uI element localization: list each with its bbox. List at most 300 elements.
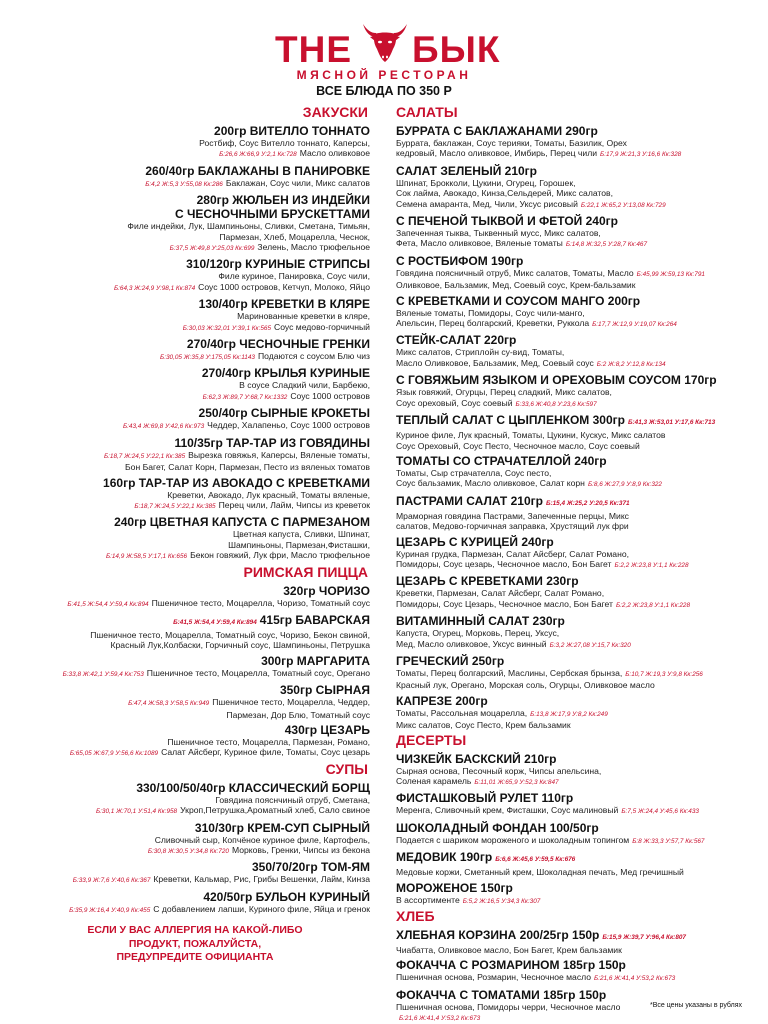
allergy-line: ПРЕДУПРЕДИТЕ ОФИЦИАНТА xyxy=(116,951,274,964)
menu-item xyxy=(20,436,370,473)
nutrition-info: Б:41,5 Ж:54,4 У:59,4 Кк:894 xyxy=(67,600,149,608)
dish-description xyxy=(20,747,370,759)
dish-description xyxy=(20,710,370,720)
dish-name: МЕДОВИК 190гр xyxy=(396,850,493,865)
dish-description xyxy=(20,490,370,500)
dish-name: С ПЕЧЕНОЙ ТЫКВОЙ И ФЕТОЙ 240гр xyxy=(396,214,618,229)
ingredients-text: Томаты, Рассольная моцарелла, xyxy=(396,707,528,718)
dish-description xyxy=(396,280,750,290)
dish-name: 280гр ЖЮЛЬЕН ИЗ ИНДЕЙКИ xyxy=(196,193,370,208)
dish-description xyxy=(20,351,370,363)
nutrition-info: Б:18,7 Ж:24,5 У:22,1 Кк:385 xyxy=(103,452,186,460)
dish-name: 350гр СЫРНАЯ xyxy=(279,683,370,698)
dish-description xyxy=(20,148,370,160)
ingredients-text: Пшеничная основа, Розмарин, Чесночное масло xyxy=(396,972,592,983)
dish-description xyxy=(396,441,750,451)
dish-title xyxy=(20,366,370,380)
dish-title-line2: С ЧЕСНОЧНЫМИ БРУСКЕТТАМИ xyxy=(174,207,370,222)
dish-name: 420/50гр БУЛЬОН КУРИНЫЙ xyxy=(203,889,370,904)
menu-item xyxy=(20,406,370,432)
dish-description xyxy=(20,805,370,817)
dish-description xyxy=(20,282,370,294)
dish-title xyxy=(396,454,750,468)
ingredients-text: Шампиньоны, Пармезан,Фисташки, xyxy=(228,539,370,550)
ingredients-text: Вырезка говяжья, Каперсы, Вяленые томаты, xyxy=(188,449,370,460)
ingredients-text: Оливковое, Бальзамик, Мед, Соевый соус, Крем-бальзамик xyxy=(396,280,636,291)
ingredients-text: Куриная грудка, Пармезан, Салат Айсберг, Салат Романо, xyxy=(396,548,630,559)
dish-title xyxy=(396,958,750,972)
dish-description xyxy=(396,766,750,776)
ingredients-text: Красный Лук,Колбаски, Горчичный соус, Шампиньоны, Петрушка xyxy=(110,640,370,651)
dish-description xyxy=(20,598,370,610)
dish-description xyxy=(396,549,750,559)
dish-name: ФОКАЧЧА С РОЗМАРИНОМ 185гр 150р xyxy=(396,958,626,973)
nutrition-info: Б:62,3 Ж:89,7 У:68,7 Кк:1332 xyxy=(202,393,288,401)
dish-name: 320гр ЧОРИЗО xyxy=(283,583,370,598)
dish-name: БУРРАТА С БАКЛАЖАНАМИ 290гр xyxy=(396,124,598,138)
menu-item xyxy=(396,294,750,331)
nutrition-info: Б:8,6 Ж:27,9 У:8,9 Кк:322 xyxy=(587,481,662,489)
dish-title xyxy=(396,821,750,835)
dish-title xyxy=(396,333,750,347)
ingredients-text: Куриное филе, Лук красный, Томаты, Цукини, Кускус, Микс салатов xyxy=(396,430,666,441)
ingredients-text: Меренга, Сливочный крем, Фисташки, Соус малиновый xyxy=(396,805,619,816)
dish-description xyxy=(20,835,370,845)
dish-description xyxy=(20,737,370,747)
dish-description xyxy=(20,322,370,334)
nutrition-info: Б:30,8 Ж:30,5 У:34,8 Кк:720 xyxy=(147,848,229,855)
dish-title xyxy=(396,214,750,228)
menu-item xyxy=(20,193,370,254)
dish-title xyxy=(396,373,750,387)
nutrition-info: Б:33,6 Ж:40,8 У:23,6 Кк:597 xyxy=(515,400,597,408)
menu-item xyxy=(20,515,370,562)
dish-name: С ГОВЯЖЬИМ ЯЗЫКОМ И ОРЕХОВЫМ СОУСОМ 170гр xyxy=(396,373,717,388)
dish-title xyxy=(20,297,370,311)
ingredients-text: Соус медово-горчичный xyxy=(274,321,370,332)
dish-title xyxy=(20,890,370,904)
nutrition-info: Б:30,03 Ж:32,01 У:39,1 Кк:565 xyxy=(182,324,272,332)
ingredients-text: Мед, Масло оливковое, Уксус винный xyxy=(396,638,547,649)
ingredients-text: Соус бальзамик, Масло оливковое, Салат корн xyxy=(396,478,585,489)
nutrition-info: Б:4,2 Ж:5,3 У:55,08 Кк:286 xyxy=(145,180,223,188)
dish-title xyxy=(20,860,370,874)
dish-title xyxy=(396,124,750,138)
nutrition-info: Б:2 Ж:8,2 У:12,8 Кк:134 xyxy=(596,360,666,368)
nutrition-info: Б:30,05 Ж:35,8 У:175,05 Кк:1143 xyxy=(160,354,255,362)
dish-description xyxy=(20,697,370,709)
dish-name: 330/100/50/40гр КЛАССИЧЕСКИЙ БОРЩ xyxy=(136,780,370,795)
menu-section xyxy=(396,103,750,731)
dish-description xyxy=(20,845,370,857)
nutrition-info: Б:2,2 Ж:23,8 У:1,1 Кк:228 xyxy=(614,561,689,569)
dish-description xyxy=(20,630,370,640)
nutrition-info: Б:3,2 Ж:27,08 У:15,7 Кк:320 xyxy=(549,641,631,649)
nutrition-info: Б:37,5 Ж:49,8 У:25,03 Кк:699 xyxy=(169,245,255,253)
dish-description xyxy=(20,500,370,512)
menu-item xyxy=(396,821,750,847)
dish-description xyxy=(396,680,750,690)
menu-item xyxy=(396,614,750,651)
dish-description xyxy=(396,228,750,238)
dish-description xyxy=(396,318,750,330)
menu-item xyxy=(20,683,370,720)
dish-title xyxy=(20,164,370,178)
dish-title xyxy=(396,164,750,178)
nutrition-info: Б:47,4 Ж:58,3 У:58,5 Кк:949 xyxy=(128,700,210,708)
bull-head-icon xyxy=(360,18,410,68)
dish-name: ГРЕЧЕСКИЙ 250гр xyxy=(396,653,505,668)
nutrition-info: Б:18,7 Ж:24,5 У:22,1 Кк:385 xyxy=(134,502,216,510)
dish-name: 250/40гр СЫРНЫЕ КРОКЕТЫ xyxy=(198,406,370,421)
nutrition-info: Б:21,6 Ж:41,4 У:53,2 Кк:673 xyxy=(399,1015,481,1023)
nutrition-info: Б:10,7 Ж:19,3 У:9,8 Кк:256 xyxy=(625,670,703,678)
ingredients-text: Бекон говяжий, Лук фри, Масло трюфельное xyxy=(190,550,370,561)
dish-name: 240гр ЦВЕТНАЯ КАПУСТА С ПАРМЕЗАНОМ xyxy=(114,515,370,530)
ingredients-text: Апельсин, Перец болгарский, Креветки, Руккола xyxy=(396,318,590,329)
nutrition-info: Б:65,05 Ж:67,9 У:56,6 Кк:1089 xyxy=(69,750,159,758)
nutrition-info: Б:43,4 Ж:69,8 У:42,6 Кк:973 xyxy=(122,423,205,431)
dish-title xyxy=(20,257,370,271)
dish-description xyxy=(20,540,370,550)
menu-item xyxy=(20,781,370,818)
dish-title xyxy=(396,614,750,628)
dish-title xyxy=(396,791,750,805)
ingredients-text: Помидоры, Соус Цезарь, Чесночное масло, Бон Багет xyxy=(396,598,613,609)
menu-section xyxy=(396,731,750,907)
dish-description xyxy=(20,450,370,462)
restaurant-subtitle: МЯСНОЙ РЕСТОРАН xyxy=(296,68,472,82)
menu-item xyxy=(20,476,370,513)
ingredients-text: Пшеничное тесто, Моцарелла, Томатный соус, Чоризо, Бекон свиной, xyxy=(90,629,370,640)
nutrition-info: Б:8 Ж:33,3 У:57,7 Кк:567 xyxy=(632,837,705,845)
menu-item xyxy=(20,654,370,680)
ingredients-text: Зелень, Масло трюфельное xyxy=(257,242,370,253)
price-footnote: *Все цены указаны в рублях xyxy=(650,1002,742,1009)
dish-name: 160гр ТАР-ТАР ИЗ АВОКАДО С КРЕВЕТКАМИ xyxy=(103,475,370,490)
menu-item xyxy=(20,164,370,190)
dish-description xyxy=(396,805,750,817)
nutrition-info: Б:41,5 Ж:54,4 У:59,4 Кк:894 xyxy=(173,618,257,626)
ingredients-text: салатов, Медово-горчичная заправка, Хрустящий лук фри xyxy=(396,521,629,532)
menu-item xyxy=(20,257,370,294)
ingredients-text: Томаты, Перец болгарский, Маслины, Сербская брынза, xyxy=(396,667,623,678)
ingredients-text: Перец чили, Лайм, Чипсы из креветок xyxy=(218,499,370,510)
menu-item xyxy=(396,850,750,877)
ingredients-text: Салат Айсберг, Куриное филе, Томаты, Соус цезарь xyxy=(161,747,370,758)
ingredients-text: Сок лайма, Авокадо, Кинза,Сельдерей, Микс салатов, xyxy=(396,188,614,199)
nutrition-info: Б:14,8 Ж:32,5 У:28,7 Кк:467 xyxy=(565,241,647,249)
ingredients-text: Медовые коржи, Сметанный крем, Шоколадная печать, Мед гречишный xyxy=(396,867,684,878)
dish-description xyxy=(396,178,750,188)
section-title: ЗАКУСКИ xyxy=(302,104,368,120)
menu-item xyxy=(396,214,750,251)
dish-name: 310/30гр КРЕМ-СУП СЫРНЫЙ xyxy=(194,820,370,835)
nutrition-info: Б:64,3 Ж:24,9 У:98,1 Кк:874 xyxy=(114,284,196,292)
ingredients-text: Язык говяжий, Огурцы, Перец сладкий, Микс салатов, xyxy=(396,387,612,398)
ingredients-text: Цветная капуста, Сливки, Шпинат, xyxy=(232,529,370,540)
ingredients-text: Пшеничное тесто, Моцарелла, Пармезан, Романо, xyxy=(167,736,370,747)
dish-description xyxy=(20,795,370,805)
dish-name: ТЕПЛЫЙ САЛАТ С ЦЫПЛЕНКОМ 300гр xyxy=(396,413,625,428)
nutrition-info: Б:11,01 Ж:65,9 У:52,3 Кк:847 xyxy=(474,779,559,786)
dish-title xyxy=(20,406,370,420)
dish-description xyxy=(20,380,370,390)
dish-description xyxy=(396,599,750,611)
nutrition-info: Б:13,8 Ж:17,9 У:8,2 Кк:249 xyxy=(530,710,608,718)
ingredients-text: Пшеничное тесто, Моцарелла, Чеддер, xyxy=(212,697,370,708)
nutrition-info: Б:7,5 Ж:24,4 У:45,6 Кк:433 xyxy=(621,808,699,816)
menu-item xyxy=(396,254,750,291)
dish-name: ЦЕЗАРЬ С КРЕВЕТКАМИ 230гр xyxy=(396,574,579,589)
ingredients-text: Чиабатта, Оливковое масло, Бон Багет, Крем бальзамик xyxy=(396,945,622,956)
dish-description xyxy=(396,895,750,907)
dish-name: ШОКОЛАДНЫЙ ФОНДАН 100/50гр xyxy=(396,820,599,835)
dish-title xyxy=(396,413,750,430)
ingredients-text: Вяленые томаты, Помидоры, Соус чили-манго, xyxy=(396,307,585,318)
ingredients-text: Соус 1000 островов, Кетчуп, Молоко, Яйцо xyxy=(198,281,370,292)
ingredients-text: Мраморная говядина Пастрами, Запеченные перцы, Микс xyxy=(396,510,629,521)
menu-item xyxy=(20,890,370,916)
dish-name: ХЛЕБНАЯ КОРЗИНА 200/25гр 150р xyxy=(396,928,600,943)
dish-name: 200гр ВИТЕЛЛО ТОННАТО xyxy=(214,124,370,138)
dish-description xyxy=(396,867,750,877)
dish-description xyxy=(396,588,750,598)
menu-item xyxy=(396,752,750,789)
dish-title xyxy=(396,254,750,268)
dish-title xyxy=(396,574,750,588)
dish-description xyxy=(396,668,750,680)
dish-name: ФОКАЧЧА С ТОМАТАМИ 185гр 150р xyxy=(396,987,607,1002)
ingredients-text: Морковь, Гренки, Чипсы из бекона xyxy=(231,845,370,855)
dish-title xyxy=(396,988,750,1002)
nutrition-info: Б:15,9 Ж:39,7 У:96,4 Кк:807 xyxy=(602,934,686,942)
nutrition-info: Б:5,2 Ж:16,5 У:34,3 Кк:307 xyxy=(462,897,541,905)
dish-name: СТЕЙК-САЛАТ 220гр xyxy=(396,333,517,348)
menu-item xyxy=(396,574,750,611)
ingredients-text: Креветки, Авокадо, Лук красный, Томаты вяленые, xyxy=(167,489,370,500)
ingredients-text: Пармезан, Дор Блю, Томатный соус xyxy=(226,709,370,720)
nutrition-info: Б:2,2 Ж:23,8 У:1,1 Кк:228 xyxy=(615,601,691,609)
ingredients-text: Соленая карамель xyxy=(396,776,472,786)
section-title: ХЛЕБ xyxy=(396,908,435,925)
ingredients-text: Семена амаранта, Мед, Чили, Уксус рисовый xyxy=(396,198,578,209)
ingredients-text: Шпинат, Брокколи, Цукини, Огурец, Горошек, xyxy=(396,177,576,188)
ingredients-text: Красный лук, Орегано, Морская соль, Огурцы, Оливковое масло xyxy=(396,680,655,691)
dish-description xyxy=(20,221,370,231)
ingredients-text: Масло оливковое xyxy=(299,148,370,159)
menu-item xyxy=(20,584,370,610)
dish-description xyxy=(396,521,750,531)
menu-item xyxy=(396,791,750,817)
ingredients-text: Масло Оливковое, Бальзамик, Мед, Соевый соус xyxy=(396,357,594,368)
menu-item xyxy=(396,928,750,955)
dish-name: 260/40гр БАКЛАЖАНЫ В ПАНИРОВКЕ xyxy=(145,163,370,178)
ingredients-text: Фета, Масло оливковое, Вяленые томаты xyxy=(396,238,563,249)
menu-section xyxy=(20,760,370,916)
ingredients-text: Бон Багет, Салат Корн, Пармезан, Песто из вяленых томатов xyxy=(125,462,370,473)
dish-title xyxy=(20,436,370,450)
ingredients-text: Соус Ореховый, Соус Песто, Чесночное масло, Соус соевый xyxy=(396,440,640,451)
menu-item xyxy=(396,958,750,984)
nutrition-info: Б:41,3 Ж:53,01 У:17,6 Кк:713 xyxy=(627,419,716,427)
menu-item xyxy=(396,694,750,731)
menu-item xyxy=(396,454,750,491)
nutrition-info: Б:26,6 Ж:66,9 У:2,1 Кк:728 xyxy=(219,151,297,159)
dish-description xyxy=(20,138,370,148)
logo xyxy=(0,28,768,72)
nutrition-info: Б:17,9 Ж:21,3 У:16,6 Кк:328 xyxy=(600,151,682,159)
dish-description xyxy=(396,1012,750,1024)
dish-title xyxy=(20,124,370,138)
header xyxy=(0,28,768,102)
dish-description xyxy=(396,308,750,318)
allergy-notice xyxy=(20,924,370,965)
dish-title xyxy=(396,752,750,766)
nutrition-info: Б:33,9 Ж:7,6 У:40,6 Кк:367 xyxy=(72,877,151,885)
dish-description xyxy=(20,904,370,916)
dish-description xyxy=(396,776,750,788)
ingredients-text: Соус ореховый, Соус соевый xyxy=(396,397,513,408)
dish-description xyxy=(20,311,370,321)
dish-description xyxy=(20,391,370,403)
dish-description xyxy=(396,387,750,397)
dish-description xyxy=(20,420,370,432)
ingredients-text: Микс салатов, Соус Песто, Крем бальзамик xyxy=(396,720,571,731)
dish-name: 415гр БАВАРСКАЯ xyxy=(259,612,370,627)
dish-name: САЛАТ ЗЕЛЕНЫЙ 210гр xyxy=(396,163,537,178)
dish-description xyxy=(396,188,750,198)
dish-name: 130/40гр КРЕВЕТКИ В КЛЯРЕ xyxy=(198,297,370,312)
menu-item xyxy=(396,413,750,451)
dish-title xyxy=(396,881,750,895)
menu-section xyxy=(20,563,370,760)
menu-item xyxy=(396,333,750,370)
dish-title xyxy=(20,476,370,490)
menu-item xyxy=(396,535,750,572)
dish-title xyxy=(396,928,750,945)
menu-item xyxy=(396,373,750,410)
ingredients-text: Сырная основа, Песочный корж, Чипсы апельсина, xyxy=(396,765,602,776)
dish-description xyxy=(396,430,750,440)
logo-text-left: THE xyxy=(275,29,352,70)
dish-title xyxy=(396,494,750,511)
ingredients-text: Буррата, баклажан, Соус терияки, Томаты, Базилик, Орех xyxy=(396,138,627,148)
ingredients-text: Подается с шариком мороженого и шоколадным топингом xyxy=(396,834,630,845)
dish-title xyxy=(20,723,370,737)
ingredients-text: Микс салатов, Стриплойн су-вид, Томаты, xyxy=(396,347,565,358)
price-notice: ВСЕ БЛЮДА ПО 350 Р xyxy=(316,84,452,98)
dish-title xyxy=(20,683,370,697)
dish-title xyxy=(396,694,750,708)
ingredients-text: Креветки, Пармезан, Салат Айсберг, Салат Романо, xyxy=(396,588,605,599)
ingredients-text: Сливочный сыр, Копчёное куриное филе, Картофель, xyxy=(154,834,370,845)
section-title: РИМСКАЯ ПИЦЦА xyxy=(243,563,368,580)
dish-title xyxy=(396,535,750,549)
ingredients-text: Укроп,Петрушка,Ароматный хлеб, Сало свиное xyxy=(180,805,370,816)
dish-title xyxy=(20,193,370,207)
dish-name: ЦЕЗАРЬ С КУРИЦЕЙ 240гр xyxy=(396,534,554,549)
logo-text-right: БЫК xyxy=(412,29,501,70)
dish-name: 430гр ЦЕЗАРЬ xyxy=(284,722,370,737)
dish-name: ТОМАТЫ СО СТРАЧАТЕЛЛОЙ 240гр xyxy=(396,453,607,468)
ingredients-text: В соусе Сладкий чили, Барбекю, xyxy=(239,380,370,391)
menu-item xyxy=(20,297,370,334)
ingredients-text: Говядина пояснчиный отруб, Сметана, xyxy=(215,794,370,805)
menu-item xyxy=(20,821,370,858)
dish-description xyxy=(20,271,370,281)
ingredients-text: Говядина поясничный отруб, Микс салатов, Томаты, Масло xyxy=(396,267,634,278)
menu-item xyxy=(396,494,750,532)
dish-title xyxy=(396,654,750,668)
ingredients-text: Соус 1000 островов xyxy=(290,390,370,401)
dish-title xyxy=(20,515,370,529)
dish-title xyxy=(20,337,370,351)
ingredients-text: кедровый, Масло оливковое, Имбирь, Перец чили xyxy=(396,148,598,159)
nutrition-info: Б:30,1 Ж:70,1 У:51,4 Кк:958 xyxy=(95,808,178,816)
ingredients-text: Пшеничная основа, Помидоры черри, Чесночное масло xyxy=(396,1001,621,1012)
dish-description xyxy=(396,511,750,521)
dish-description xyxy=(396,835,750,847)
allergy-line: ЕСЛИ У ВАС АЛЛЕРГИЯ НА КАКОЙ-ЛИБО xyxy=(87,924,303,937)
section-title: СУПЫ xyxy=(325,760,368,777)
dish-description xyxy=(396,639,750,651)
dish-description xyxy=(396,972,750,984)
dish-title xyxy=(20,584,370,598)
dish-description xyxy=(20,178,370,190)
dish-name: 270/40гр КРЫЛЬЯ КУРИНЫЕ xyxy=(201,366,370,381)
ingredients-text: Маринованные креветки в кляре, xyxy=(237,311,370,322)
dish-description xyxy=(396,559,750,571)
menu-item xyxy=(20,723,370,760)
ingredients-text: Помидоры, Соус цезарь, Чесночное масло, Бон Багет xyxy=(396,558,612,569)
ingredients-text: Филе куриное, Панировка, Соус чили, xyxy=(218,271,370,282)
dish-description xyxy=(396,199,750,211)
ingredients-text: Подаются с соусом Блю чиз xyxy=(257,351,370,362)
dish-description xyxy=(396,268,750,280)
menu-section xyxy=(20,103,370,563)
nutrition-info: Б:22,1 Ж:65,2 У:13,08 Кк:729 xyxy=(580,201,666,209)
ingredients-text: Пшеничное тесто, Моцарелла, Чоризо, Томатный соус xyxy=(151,597,370,608)
dish-title xyxy=(396,294,750,308)
dish-description xyxy=(396,238,750,250)
dish-name: С РОСТБИФОМ 190гр xyxy=(396,253,524,268)
ingredients-text: Томаты, Сыр страчателла, Соус песто, xyxy=(396,467,552,478)
menu-item xyxy=(396,164,750,211)
menu-item xyxy=(20,613,370,651)
nutrition-info: Б:17,7 Ж:12,9 У:19,07 Кк:264 xyxy=(592,321,677,329)
ingredients-text: Капуста, Огурец, Морковь, Перец, Уксус, xyxy=(396,628,560,639)
dish-description xyxy=(396,398,750,410)
dish-title xyxy=(20,821,370,835)
section-title: ДЕСЕРТЫ xyxy=(396,731,467,748)
dish-name: ПАСТРАМИ САЛАТ 210гр xyxy=(396,493,543,508)
dish-description xyxy=(20,640,370,650)
dish-title xyxy=(20,781,370,795)
ingredients-text: Запеченная тыква, Тыквенный мусс, Микс салатов, xyxy=(396,228,601,239)
dish-description xyxy=(396,708,750,720)
dish-description xyxy=(20,550,370,562)
dish-description xyxy=(20,232,370,242)
right-menu-column xyxy=(396,103,750,1024)
dish-title xyxy=(20,613,370,630)
menu-item xyxy=(20,124,370,161)
dish-description xyxy=(396,358,750,370)
dish-name: 310/120гр КУРИНЫЕ СТРИПСЫ xyxy=(186,257,370,272)
nutrition-info: Б:14,9 Ж:58,5 У:17,1 Кк:656 xyxy=(105,553,188,561)
dish-description xyxy=(20,529,370,539)
dish-description xyxy=(20,874,370,886)
